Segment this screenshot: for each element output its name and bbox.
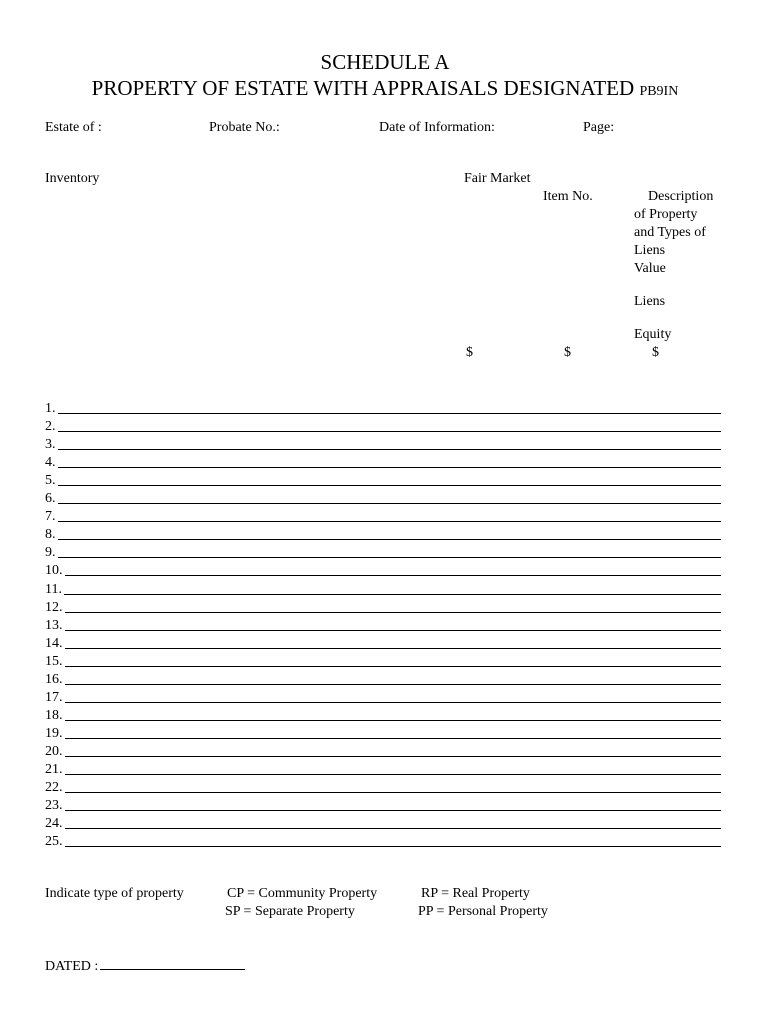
description-line-3: and Types of	[634, 225, 706, 240]
form-subtitle	[0, 76, 770, 101]
line-number: 25.	[45, 834, 63, 850]
inventory-line[interactable]	[45, 760, 721, 778]
line-number: 9.	[45, 545, 56, 561]
line-blank[interactable]	[65, 647, 722, 649]
line-number: 10.	[45, 563, 63, 579]
line-number: 4.	[45, 455, 56, 471]
inventory-line[interactable]	[45, 435, 721, 453]
line-blank[interactable]	[65, 737, 722, 739]
inventory-line[interactable]	[45, 543, 721, 561]
line-blank[interactable]	[65, 845, 722, 847]
description-line-2: of Property	[634, 207, 698, 222]
line-number: 18.	[45, 707, 63, 723]
dollar-sign-fair-market: $	[466, 345, 473, 360]
line-number: 3.	[45, 437, 56, 453]
inventory-header: Inventory	[45, 171, 100, 186]
inventory-line[interactable]	[45, 814, 721, 832]
line-number: 16.	[45, 671, 63, 687]
inventory-line[interactable]	[45, 579, 721, 597]
line-blank[interactable]	[58, 520, 722, 522]
line-number: 20.	[45, 743, 63, 759]
line-number: 14.	[45, 635, 63, 651]
dollar-sign-equity: $	[652, 345, 659, 360]
line-blank[interactable]	[58, 466, 722, 468]
real-property-legend: RP = Real Property	[421, 886, 530, 901]
form-code: PB9IN	[639, 84, 679, 99]
line-number: 5.	[45, 473, 56, 489]
fair-market-header: Fair Market	[464, 171, 531, 186]
inventory-line[interactable]	[45, 417, 721, 435]
line-blank[interactable]	[64, 593, 721, 595]
line-blank[interactable]	[65, 629, 722, 631]
line-blank[interactable]	[58, 412, 722, 414]
personal-property-legend: PP = Personal Property	[418, 904, 548, 919]
inventory-line[interactable]	[45, 742, 721, 760]
liens-header: Liens	[634, 294, 666, 309]
inventory-line[interactable]	[45, 507, 721, 525]
line-number: 24.	[45, 816, 63, 832]
inventory-line[interactable]	[45, 832, 721, 850]
date-of-information-label: Date of Information:	[379, 120, 495, 135]
inventory-lines	[45, 399, 721, 850]
inventory-line[interactable]	[45, 471, 721, 489]
page-label: Page:	[583, 120, 615, 135]
line-number: 19.	[45, 725, 63, 741]
line-blank[interactable]	[58, 430, 722, 432]
inventory-line[interactable]	[45, 399, 721, 417]
form-subtitle-text: PROPERTY OF ESTATE WITH APPRAISALS DESIGNATED	[91, 76, 635, 100]
line-number: 15.	[45, 653, 63, 669]
inventory-line[interactable]	[45, 688, 721, 706]
line-number: 21.	[45, 761, 63, 777]
separate-property-legend: SP = Separate Property	[225, 904, 355, 919]
line-blank[interactable]	[65, 791, 722, 793]
line-blank[interactable]	[65, 773, 722, 775]
inventory-line[interactable]	[45, 561, 721, 579]
inventory-line[interactable]	[45, 670, 721, 688]
line-number: 22.	[45, 780, 63, 796]
dollar-sign-liens: $	[564, 345, 571, 360]
inventory-line[interactable]	[45, 598, 721, 616]
description-line-4: Liens	[634, 243, 666, 258]
line-number: 12.	[45, 599, 63, 615]
line-blank[interactable]	[58, 556, 722, 558]
probate-no-label: Probate No.:	[209, 120, 280, 135]
inventory-line[interactable]	[45, 634, 721, 652]
line-number: 13.	[45, 617, 63, 633]
inventory-line[interactable]	[45, 796, 721, 814]
line-number: 1.	[45, 401, 56, 417]
form-title: SCHEDULE A	[320, 50, 450, 74]
line-blank[interactable]	[65, 665, 722, 667]
line-blank[interactable]	[65, 701, 722, 703]
value-header: Value	[634, 261, 666, 276]
line-blank[interactable]	[65, 611, 722, 613]
dated-line	[45, 957, 245, 975]
dated-label: DATED :	[45, 959, 99, 974]
line-number: 6.	[45, 491, 56, 507]
line-blank[interactable]	[65, 809, 722, 811]
community-property-legend: CP = Community Property	[227, 886, 378, 901]
line-blank[interactable]	[65, 755, 722, 757]
inventory-line[interactable]	[45, 724, 721, 742]
line-blank[interactable]	[58, 484, 722, 486]
inventory-line[interactable]	[45, 652, 721, 670]
inventory-line[interactable]	[45, 778, 721, 796]
inventory-line[interactable]	[45, 453, 721, 471]
inventory-line[interactable]	[45, 525, 721, 543]
line-number: 11.	[45, 581, 62, 597]
line-blank[interactable]	[65, 719, 722, 721]
line-blank[interactable]	[65, 574, 722, 576]
line-number: 7.	[45, 509, 56, 525]
inventory-line[interactable]	[45, 489, 721, 507]
line-number: 17.	[45, 689, 63, 705]
line-number: 8.	[45, 527, 56, 543]
property-type-label: Indicate type of property	[45, 886, 184, 901]
line-blank[interactable]	[65, 827, 722, 829]
line-blank[interactable]	[58, 448, 722, 450]
line-blank[interactable]	[58, 502, 722, 504]
line-number: 2.	[45, 419, 56, 435]
description-line-1: Description	[648, 189, 714, 204]
line-number: 23.	[45, 798, 63, 814]
description-header	[634, 188, 724, 260]
line-blank[interactable]	[65, 683, 722, 685]
inventory-line[interactable]	[45, 706, 721, 724]
dated-blank[interactable]	[100, 957, 245, 970]
estate-of-label: Estate of :	[45, 120, 102, 135]
item-no-header: Item No.	[543, 189, 593, 204]
equity-header: Equity	[634, 327, 672, 342]
inventory-line[interactable]	[45, 616, 721, 634]
line-blank[interactable]	[58, 538, 722, 540]
